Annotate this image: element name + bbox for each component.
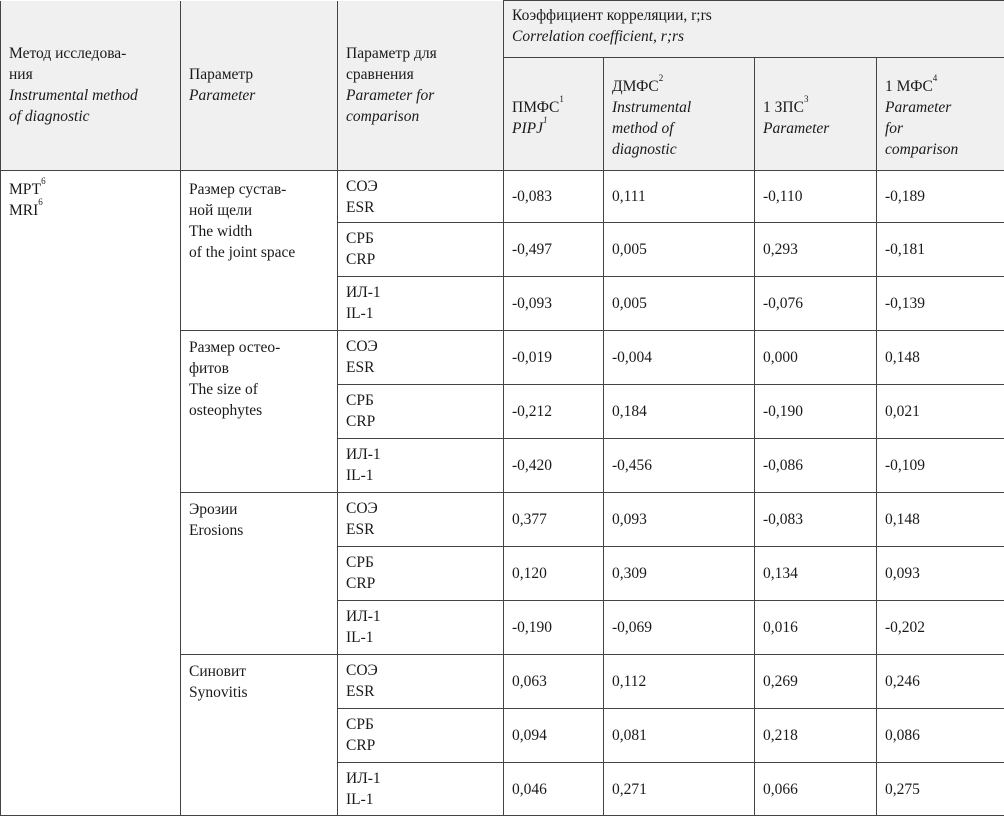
comparison-cell: ИЛ-1 IL-1 bbox=[338, 763, 504, 816]
value-cell: 0,218 bbox=[755, 709, 877, 763]
value-cell: -0,181 bbox=[877, 223, 1004, 277]
header-correlation bbox=[504, 1, 1004, 58]
value-cell: -0,004 bbox=[604, 331, 755, 385]
value-cell: 0,111 bbox=[604, 171, 755, 223]
value-cell: -0,212 bbox=[504, 385, 604, 439]
comparison-cell: СОЭ ESR bbox=[338, 331, 504, 385]
value-cell: -0,083 bbox=[755, 493, 877, 547]
value-cell: -0,190 bbox=[755, 385, 877, 439]
value-cell: -0,019 bbox=[504, 331, 604, 385]
value-cell: 0,094 bbox=[504, 709, 604, 763]
value-cell: 0,148 bbox=[877, 331, 1004, 385]
value-cell: 0,005 bbox=[604, 277, 755, 331]
value-cell: -0,497 bbox=[504, 223, 604, 277]
header-col-3 bbox=[755, 58, 877, 171]
table-header bbox=[1, 1, 1004, 171]
value-cell: 0,112 bbox=[604, 655, 755, 709]
header-correlation-ru: Коэффициент корреляции, r;rs bbox=[512, 5, 996, 26]
value-cell: -0,086 bbox=[755, 439, 877, 493]
comparison-cell: СРБ CRP bbox=[338, 223, 504, 277]
comparison-cell: СОЭ ESR bbox=[338, 493, 504, 547]
header-parameter bbox=[181, 1, 338, 171]
value-cell: 0,184 bbox=[604, 385, 755, 439]
parameter-cell: Синовит Synovitis bbox=[181, 655, 338, 816]
header-col-en: Instrumental method of diagnostic bbox=[612, 97, 746, 160]
value-cell: 0,134 bbox=[755, 547, 877, 601]
value-cell: 0,093 bbox=[604, 493, 755, 547]
comparison-cell: СОЭ ESR bbox=[338, 171, 504, 223]
value-cell: -0,420 bbox=[504, 439, 604, 493]
table-body bbox=[1, 171, 1004, 816]
header-col-en: Parameter for comparison bbox=[885, 97, 996, 160]
header-col-4 bbox=[877, 58, 1004, 171]
header-parameter-ru: Параметр bbox=[189, 64, 329, 85]
parameter-cell: Размер остео- фитов The size of osteophytes bbox=[181, 331, 338, 493]
method-ru: МРТ$^6$ bbox=[9, 179, 172, 200]
header-method bbox=[1, 1, 181, 171]
value-cell: 0,120 bbox=[504, 547, 604, 601]
value-cell: -0,456 bbox=[604, 439, 755, 493]
header-comparison-ru: Параметр для сравнения bbox=[346, 43, 495, 85]
value-cell: 0,269 bbox=[755, 655, 877, 709]
comparison-cell: СОЭ ESR bbox=[338, 655, 504, 709]
header-col-2 bbox=[604, 58, 755, 171]
header-correlation-en: Correlation coefficient, r;rs bbox=[512, 26, 996, 47]
value-cell: 0,005 bbox=[604, 223, 755, 277]
header-method-ru: Метод исследова- ния bbox=[9, 43, 172, 85]
value-cell: -0,110 bbox=[755, 171, 877, 223]
comparison-cell: ИЛ-1 IL-1 bbox=[338, 277, 504, 331]
header-col-ru: 1 МФС$^4$ bbox=[885, 76, 996, 97]
value-cell: -0,093 bbox=[504, 277, 604, 331]
value-cell: 0,309 bbox=[604, 547, 755, 601]
comparison-cell: СРБ CRP bbox=[338, 709, 504, 763]
value-cell: 0,046 bbox=[504, 763, 604, 816]
value-cell: 0,271 bbox=[604, 763, 755, 816]
header-comparison-en: Parameter for comparison bbox=[346, 85, 495, 127]
value-cell: 0,066 bbox=[755, 763, 877, 816]
header-parameter-en: Parameter bbox=[189, 85, 329, 106]
value-cell: 0,148 bbox=[877, 493, 1004, 547]
value-cell: 0,000 bbox=[755, 331, 877, 385]
value-cell: 0,093 bbox=[877, 547, 1004, 601]
header-col-en: PIPJ$^1$ bbox=[512, 118, 595, 139]
value-cell: 0,275 bbox=[877, 763, 1004, 816]
table-row bbox=[1, 171, 1004, 223]
comparison-cell: ИЛ-1 IL-1 bbox=[338, 601, 504, 655]
value-cell: -0,069 bbox=[604, 601, 755, 655]
value-cell: -0,083 bbox=[504, 171, 604, 223]
header-comparison bbox=[338, 1, 504, 171]
value-cell: 0,086 bbox=[877, 709, 1004, 763]
value-cell: 0,377 bbox=[504, 493, 604, 547]
value-cell: 0,021 bbox=[877, 385, 1004, 439]
header-method-en: Instrumental method of diagnostic bbox=[9, 85, 172, 127]
header-col-ru: 1 ЗПС$^3$ bbox=[763, 97, 868, 118]
value-cell: -0,139 bbox=[877, 277, 1004, 331]
value-cell: -0,189 bbox=[877, 171, 1004, 223]
header-col-en: Parameter bbox=[763, 118, 868, 139]
value-cell: -0,190 bbox=[504, 601, 604, 655]
value-cell: -0,202 bbox=[877, 601, 1004, 655]
value-cell: 0,063 bbox=[504, 655, 604, 709]
comparison-cell: СРБ CRP bbox=[338, 547, 504, 601]
value-cell: 0,016 bbox=[755, 601, 877, 655]
parameter-cell: Эрозии Erosions bbox=[181, 493, 338, 655]
value-cell: -0,076 bbox=[755, 277, 877, 331]
value-cell: 0,246 bbox=[877, 655, 1004, 709]
comparison-cell: СРБ CRP bbox=[338, 385, 504, 439]
comparison-cell: ИЛ-1 IL-1 bbox=[338, 439, 504, 493]
value-cell: 0,081 bbox=[604, 709, 755, 763]
header-col-ru: ПМФС$^1$ bbox=[512, 97, 595, 118]
parameter-cell: Размер сустав- ной щели The width of the joint space bbox=[181, 171, 338, 331]
method-en: MRI$^6$ bbox=[9, 200, 172, 221]
method-cell bbox=[1, 171, 181, 816]
value-cell: 0,293 bbox=[755, 223, 877, 277]
header-col-1 bbox=[504, 58, 604, 171]
value-cell: -0,109 bbox=[877, 439, 1004, 493]
header-col-ru: ДМФС$^2$ bbox=[612, 76, 746, 97]
